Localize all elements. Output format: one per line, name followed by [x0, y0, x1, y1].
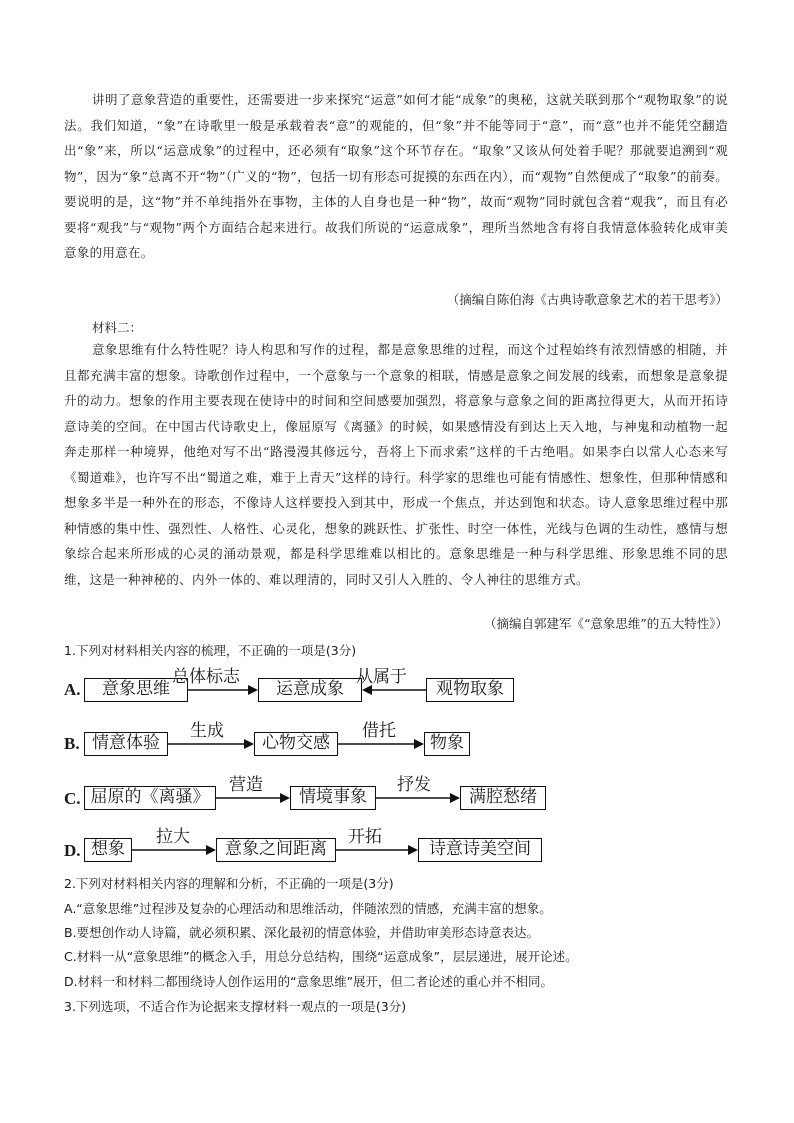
arrow-label-1: 营造	[229, 775, 263, 795]
question-2-stem: 2.下列对材料相关内容的理解和分析，不正确的一项是(3分)	[64, 876, 394, 891]
arrow-right-icon	[132, 845, 216, 855]
arrow-right-icon	[376, 793, 460, 803]
option-letter: C.	[64, 789, 81, 808]
flow-box-2: 运意成象	[258, 678, 362, 702]
flow-box-1: 意象思维	[84, 678, 188, 702]
flow-box-3: 观物取象	[426, 678, 514, 702]
q2-option-b[interactable]: B.要想创作动人诗篇，就必须积累、深化最初的情意体验，并借助审美形态诗意表达。	[64, 925, 540, 940]
flow-box-3: 满腔愁绪	[460, 786, 546, 810]
arrow-label-2: 从属于	[356, 667, 407, 687]
arrow-right-icon	[338, 739, 424, 749]
material2-source: （摘编自郭建军《“意象思维”的五大特性》）	[483, 616, 728, 631]
flow-box-2: 意象之间距离	[216, 838, 336, 862]
q2-option-d[interactable]: D.材料一和材料二都围绕诗人创作运用的“意象思维”展开，但二者论述的重心并不相同。	[64, 974, 554, 989]
flow-box-2: 情境事象	[290, 786, 376, 810]
material2-label: 材料二：	[92, 320, 143, 335]
flow-box-1: 想象	[84, 838, 132, 862]
option-letter: A.	[64, 680, 81, 699]
arrow-label-1: 拉大	[156, 827, 190, 847]
arrow-label-1: 总体标志	[172, 667, 240, 687]
q2-option-c[interactable]: C.材料一从“意象思维”的概念入手，用总分总结构，围绕“运意成象”，层层递进，展开论述。	[64, 949, 578, 964]
q1-option-c[interactable]	[64, 772, 744, 812]
arrow-label-2: 抒发	[397, 775, 431, 795]
question-3-stem: 3.下列选项，不适合作为论据来支撑材料一观点的一项是(3分)	[64, 999, 407, 1014]
arrow-label-2: 借托	[362, 721, 396, 741]
arrow-label-2: 开拓	[348, 827, 382, 847]
q1-option-b[interactable]	[64, 718, 744, 758]
option-letter: B.	[64, 734, 80, 753]
flow-box-1: 情意体验	[84, 732, 168, 756]
arrow-label-1: 生成	[190, 721, 224, 741]
material1-source: （摘编自陈伯海《古典诗歌意象艺术的若干思考》）	[446, 292, 728, 307]
arrow-left-icon	[340, 685, 426, 695]
flow-box-3: 诗意诗美空间	[418, 838, 542, 862]
flow-box-2: 心物交感	[254, 732, 338, 756]
arrow-right-icon	[216, 793, 290, 803]
question-1-stem: 1.下列对材料相关内容的梳理，不正确的一项是(3分)	[64, 643, 357, 658]
arrow-right-icon	[188, 685, 258, 695]
arrow-right-icon	[168, 739, 254, 749]
material1-paragraph: 讲明了意象营造的重要性，还需要进一步来探究“运意”如何才能“成象”的奥秘，这就关联到那个“观物取象”的说法。我们知道，“象”在诗歌里一般是承载着表“意”的观能的，但“象”并不能等同于“意”，而“意”也并不能凭空翻造出“象”来，所以“运意成象”的过程中，还必须有“取象”这个环节存在。“取象”又该从何处着手呢？那就要追溯到“观物”，因为“象”总离不开“物”（广义的“物”，包括一切有形态可捉摸的东西在内），而“观物”自然便成了“取象”的前奏。要说明的是，这“物”并不单纯指外在事物，主体的人自身也是一种“物”，故而“观物”同时就包含着“观我”，而且有必要将“观我”与“观物”两个方面结合起来进行。故我们所说的“运意成象”，理所当然地含有将自我情意体验转化成审美意象的用意在。	[64, 92, 728, 260]
flow-box-3: 物象	[424, 732, 470, 756]
material2-paragraph: 意象思维有什么特性呢？诗人构思和写作的过程，都是意象思维的过程，而这个过程始终有浓烈情感的相随，并且都充满丰富的想象。诗歌创作过程中，一个意象与一个意象的相联，情感是意象之间发展的线索，而想象是意象提升的动力。想象的作用主要表现在使诗中的时间和空间感要加强烈，将意象与意象之间的距离拉得更大，从而开拓诗意诗美的空间。在中国古代诗歌史上，像屈原写《离骚》的时候，如果感情没有到达上天入地，与神鬼和动植物一起奔走那样一种境界，他绝对写不出“路漫漫其修远兮，吾将上下而求索”这样的千古绝唱。如果李白以常人心态来写《蜀道难》，也许写不出“蜀道之难，难于上青天”这样的诗行。科学家的思维也可能有情感性、想象性，但那种情感和想象多半是一种外在的形态，不像诗人这样要投入到其中，形成一个焦点，并达到饱和状态。诗人意象思维过程中那种情感的集中性、强烈性、人格性、心灵化，想象的跳跃性、扩张性、时空一体性，光线与色调的生动性，感情与想象综合起来所形成的心灵的涌动景观，都是科学思维难以相比的。意象思维是一种与科学思维、形象思维不同的思维，这是一种神秘的、内外一体的、难以理清的，同时又引人入胜的、令人神往的思维方式。	[64, 342, 728, 587]
option-letter: D.	[64, 841, 81, 860]
arrow-right-icon	[336, 845, 418, 855]
q1-option-a[interactable]	[64, 665, 744, 705]
flow-box-1: 屈原的《离骚》	[84, 786, 216, 810]
q1-option-d[interactable]	[64, 824, 744, 864]
q2-option-a[interactable]: A.“意象思维”过程涉及复杂的心理活动和思维活动，伴随浓烈的情感，充满丰富的想象。	[64, 901, 552, 916]
